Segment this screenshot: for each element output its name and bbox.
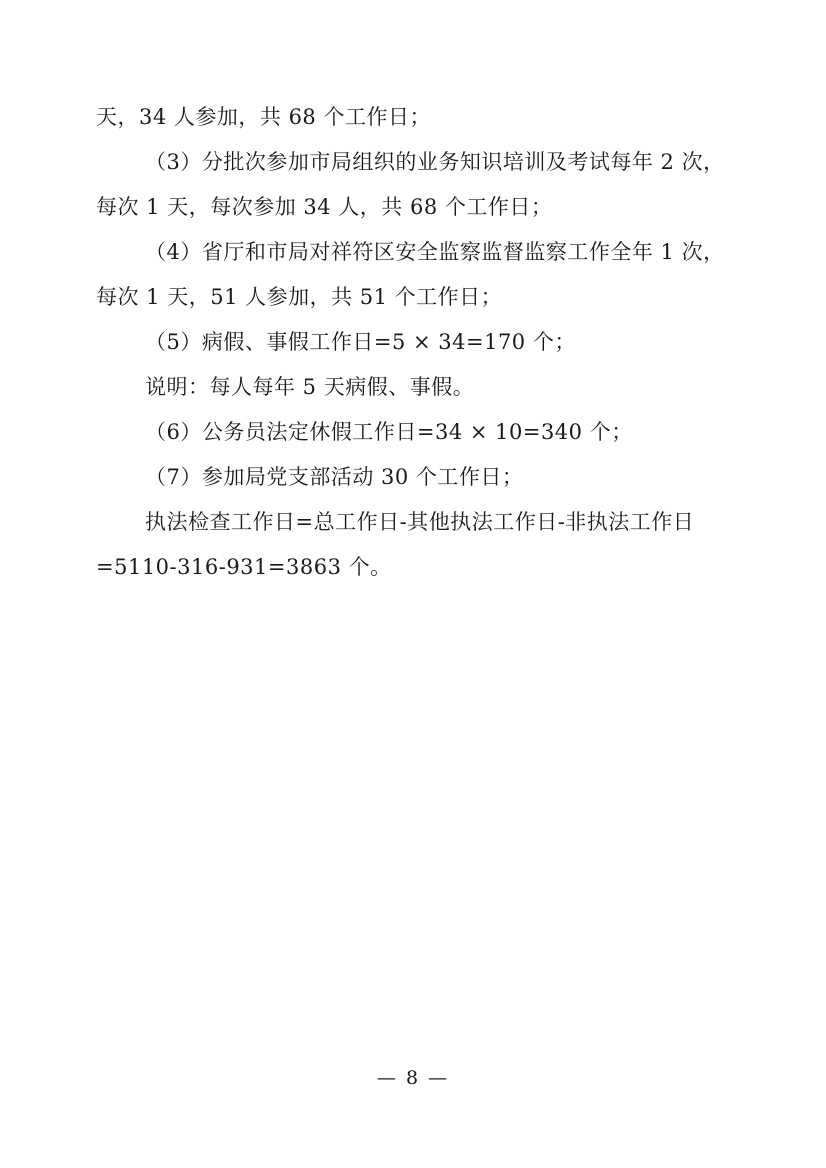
page-number: — 8 — [376, 1067, 450, 1089]
text-line-1: 天，34 人参加，共 68 个工作日； [96, 105, 431, 129]
text-line-6: （5）病假、事假工作日=5 × 34=170 个； [145, 330, 576, 354]
text-line-3: 每次 1 天，每次参加 34 人，共 68 个工作日； [96, 195, 553, 219]
text-line-4: （4）省厅和市局对祥符区安全监察监督监察工作全年 1 次， [145, 240, 725, 264]
text-line-9: （7）参加局党支部活动 30 个工作日； [145, 465, 524, 489]
text-line-11: =5110-316-931=3863 个。 [96, 555, 392, 579]
text-line-7: 说明：每人每年 5 天病假、事假。 [145, 375, 475, 399]
text-line-5: 每次 1 天，51 人参加，共 51 个工作日； [96, 285, 503, 309]
text-line-2: （3）分批次参加市局组织的业务知识培训及考试每年 2 次， [145, 150, 725, 174]
text-line-8: （6）公务员法定休假工作日=34 × 10=340 个； [145, 420, 633, 444]
text-line-10: 执法检查工作日=总工作日-其他执法工作日-非执法工作日 [145, 510, 695, 534]
